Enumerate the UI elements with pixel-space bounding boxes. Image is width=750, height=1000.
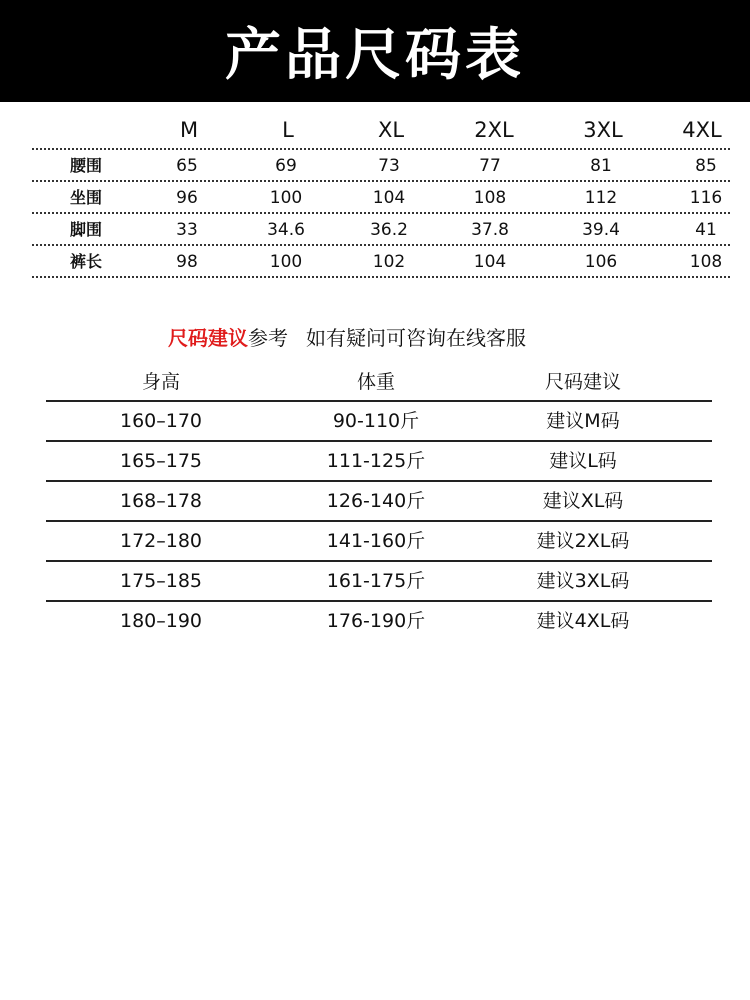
- table-cell: 41: [695, 220, 717, 240]
- table-cell: 81: [590, 156, 612, 176]
- row-label-hip: 坐围: [70, 188, 103, 207]
- height-cell: 168–178: [119, 490, 203, 512]
- table-cell: 102: [372, 252, 406, 272]
- table-cell: 37.8: [471, 220, 509, 240]
- height-cell: 172–180: [119, 530, 203, 552]
- header-height: 身高: [141, 371, 180, 393]
- table-cell: 108: [689, 252, 723, 272]
- table-row: [46, 562, 712, 602]
- size-header-xl: XL: [377, 118, 405, 142]
- recommendation-title-highlight: 尺码建议: [168, 326, 248, 350]
- row-label-leg-opening: 脚围: [70, 220, 103, 239]
- dotted-divider: [32, 276, 730, 278]
- size-header-l: L: [282, 118, 294, 142]
- size-chart-table: [32, 110, 730, 278]
- size-header-2xl: 2XL: [474, 118, 514, 142]
- size-row-leg-opening: [32, 214, 730, 246]
- weight-cell: 141-160斤: [326, 530, 426, 552]
- weight-cell: 111-125斤: [326, 450, 426, 472]
- row-label-waist: 腰围: [70, 156, 103, 175]
- table-cell: 34.6: [267, 220, 305, 240]
- page-title: 产品尺码表: [225, 23, 525, 88]
- table-cell: 85: [695, 156, 717, 176]
- height-cell: 180–190: [119, 610, 203, 632]
- recommendation-heading: [168, 320, 526, 356]
- weight-cell: 126-140斤: [326, 490, 426, 512]
- table-cell: 33: [176, 220, 198, 240]
- header-weight: 体重: [356, 371, 395, 393]
- table-row: [46, 482, 712, 522]
- table-cell: 77: [479, 156, 501, 176]
- table-header-row: [46, 364, 712, 402]
- size-cell: 建议2XL码: [536, 530, 630, 552]
- table-cell: 108: [473, 188, 507, 208]
- weight-cell: 161-175斤: [326, 570, 426, 592]
- size-row-length: [32, 246, 730, 278]
- weight-cell: 176-190斤: [326, 610, 426, 632]
- height-cell: 160–170: [119, 410, 203, 432]
- table-cell: 104: [473, 252, 507, 272]
- table-cell: 100: [269, 252, 303, 272]
- size-header-4xl: 4XL: [682, 118, 722, 142]
- table-cell: 69: [275, 156, 297, 176]
- size-recommendation-table: [46, 364, 712, 640]
- size-row-waist: [32, 150, 730, 182]
- size-cell: 建议4XL码: [536, 610, 630, 632]
- recommendation-note: 如有疑问可咨询在线客服: [306, 326, 526, 350]
- size-cell: 建议L码: [549, 450, 617, 472]
- size-header-3xl: 3XL: [583, 118, 623, 142]
- size-row-hip: [32, 182, 730, 214]
- height-cell: 175–185: [119, 570, 203, 592]
- title-banner: [0, 0, 750, 102]
- size-cell: 建议3XL码: [536, 570, 630, 592]
- table-cell: 96: [176, 188, 198, 208]
- table-cell: 106: [584, 252, 618, 272]
- table-cell: 104: [372, 188, 406, 208]
- size-header-m: M: [179, 118, 199, 142]
- table-cell: 100: [269, 188, 303, 208]
- table-cell: 98: [176, 252, 198, 272]
- table-cell: 112: [584, 188, 618, 208]
- table-row: [46, 522, 712, 562]
- table-cell: 36.2: [370, 220, 408, 240]
- table-row: [46, 442, 712, 482]
- table-row: [46, 402, 712, 442]
- table-cell: 116: [689, 188, 723, 208]
- table-cell: 73: [378, 156, 400, 176]
- header-suggested-size: 尺码建议: [544, 371, 621, 393]
- table-cell: 65: [176, 156, 198, 176]
- recommendation-title-rest: 参考: [248, 326, 288, 350]
- height-cell: 165–175: [119, 450, 203, 472]
- table-row: [46, 602, 712, 640]
- table-cell: 39.4: [582, 220, 620, 240]
- size-cell: 建议M码: [546, 410, 620, 432]
- size-cell: 建议XL码: [542, 490, 624, 512]
- row-label-length: 裤长: [70, 252, 103, 271]
- size-header-row: [32, 110, 730, 150]
- weight-cell: 90-110斤: [332, 410, 420, 432]
